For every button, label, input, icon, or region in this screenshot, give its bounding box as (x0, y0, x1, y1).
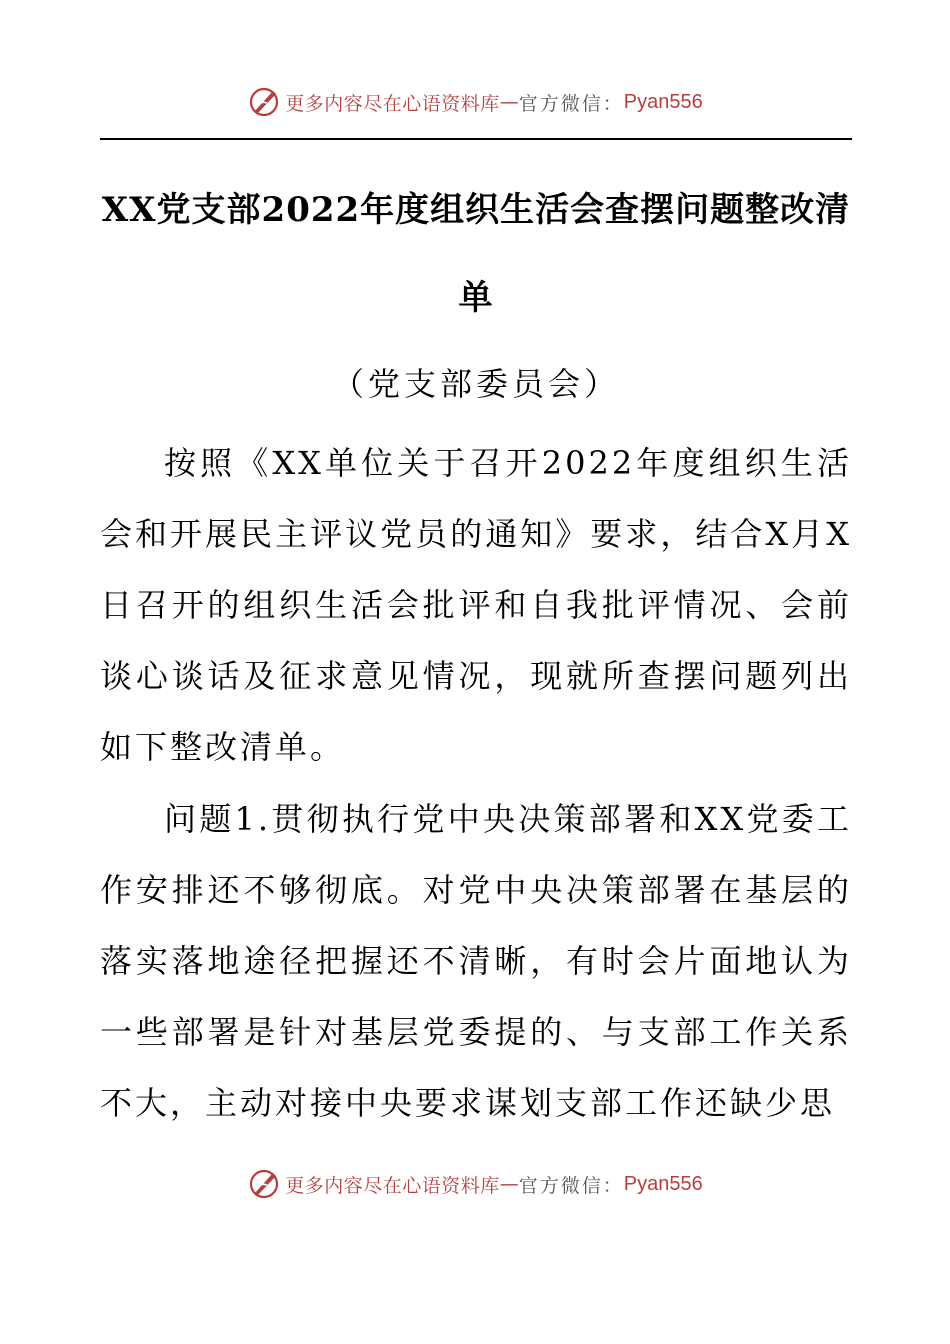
header-wechat-label: 官方微信： (518, 92, 624, 115)
header-brand: 更多内容尽在心语资料库 (285, 92, 500, 115)
header-wechat-id: Pyan556 (623, 90, 703, 113)
footer-wechat-id: Pyan556 (623, 1172, 703, 1195)
header-divider (100, 138, 852, 140)
footer-watermark (0, 1164, 950, 1204)
footer-separator: — (499, 1173, 519, 1195)
paragraph-intro: 按照《XX单位关于召开2022年度组织生活会和开展民主评议党员的通知》要求，结合X月X日召开的组织生活会批评和自我批评情况、会前谈心谈话及征求意见情况，现就所查摆问题列出如下整改清单。 (100, 444, 852, 766)
document-title: XX党支部2022年度组织生活会查摆问题整改清单 (101, 190, 851, 318)
footer-brand: 更多内容尽在心语资料库 (285, 1174, 500, 1197)
header-separator: — (499, 91, 519, 113)
footer-wechat-label: 官方微信： (518, 1174, 624, 1197)
header-watermark (0, 82, 950, 122)
paragraph-issue-1: 问题1.贯彻执行党中央决策部署和XX党委工作安排还不够彻底。对党中央决策部署在基层的落实落地途径把握还不清晰，有时会片面地认为一些部署是针对基层党委提的、与支部工作关系不大，主动对接中央要求谋划支部工作还缺少思 (100, 800, 852, 1122)
quill-pen-logo-icon (247, 85, 281, 119)
document-subtitle: （党支部委员会） (331, 365, 620, 403)
quill-pen-logo-icon (247, 1167, 281, 1201)
